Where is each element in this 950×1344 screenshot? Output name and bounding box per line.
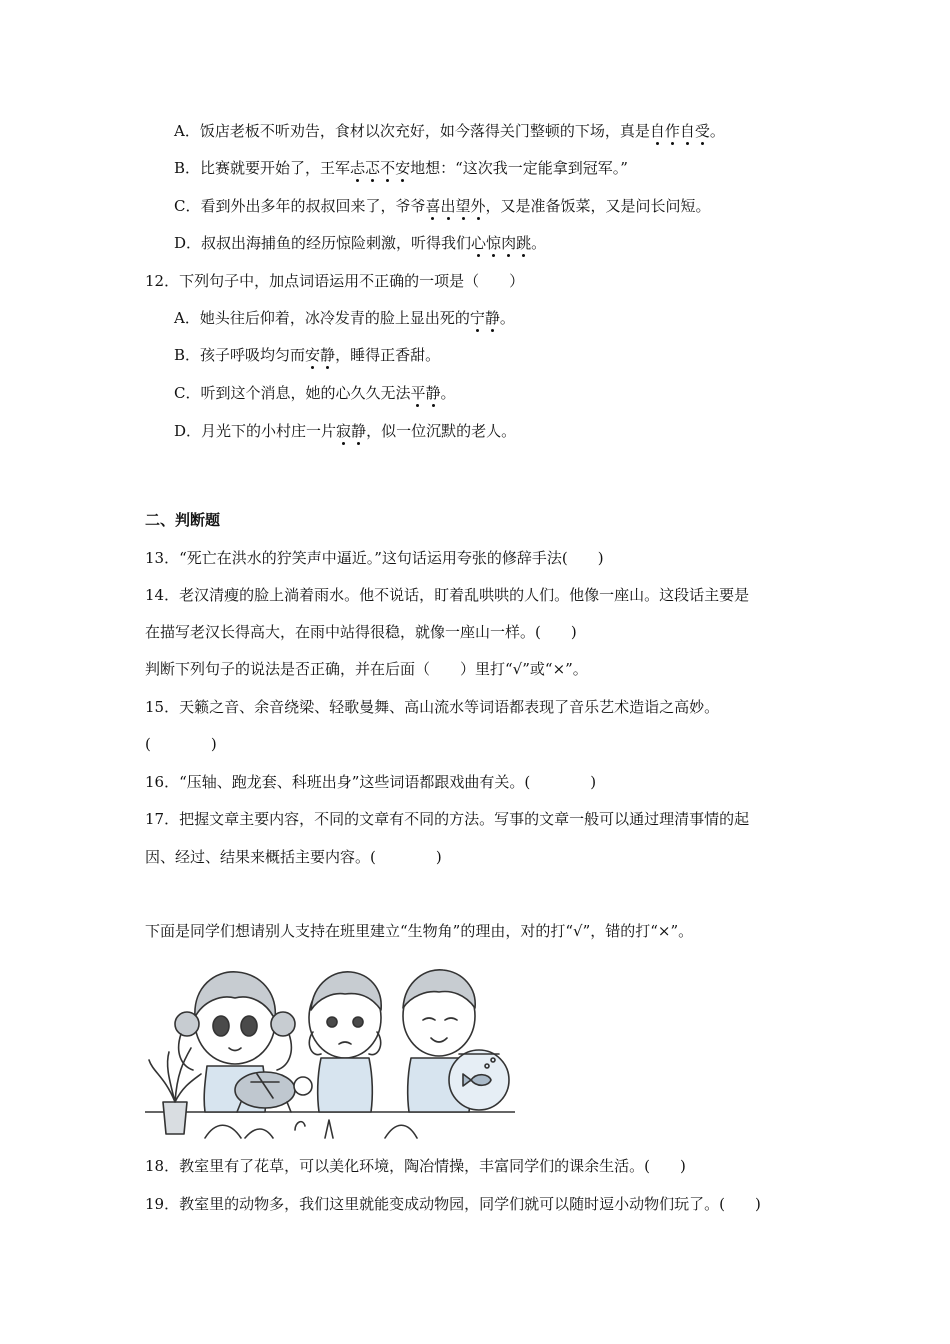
- section-title: 二、判断题: [145, 511, 221, 529]
- bio-corner-intro: 下面是同学们想请别人支持在班里建立“生物角”的理由，对的打“√”，错的打“×”。: [145, 922, 694, 940]
- option-text: B．孩子呼吸均匀而: [174, 346, 306, 364]
- dotted-phrase: [305, 346, 335, 364]
- option-text: D．月光下的小村庄一片: [174, 422, 337, 440]
- dotted-phrase: [425, 197, 485, 215]
- option-text: ，睡得正香甜。: [335, 346, 441, 364]
- q12-stem: 12．下列句子中，加点词语运用不正确的一项是（ ）: [145, 272, 525, 290]
- option-text: 。: [499, 309, 515, 327]
- question-17-line-1: 17．把握文章主要内容，不同的文章有不同的方法。写事的文章一般可以通过理清事情的起: [145, 810, 750, 828]
- dotted-character: 不: [380, 159, 396, 177]
- dotted-phrase: [336, 422, 366, 440]
- dotted-character: 静: [484, 309, 500, 327]
- dotted-character: 宁: [469, 309, 485, 327]
- question-16: 16．“压轴、跑龙套、科班出身”这些词语都跟戏曲有关。( ): [145, 773, 597, 791]
- dotted-character: 惊: [486, 234, 502, 252]
- dotted-character: 静: [320, 346, 336, 364]
- fish-bowl-icon: [449, 1050, 509, 1110]
- option-text: ，又是准备饭菜，又是问长问短。: [485, 197, 711, 215]
- dotted-character: 忑: [365, 159, 381, 177]
- option-text: 地想：“这次我一定能拿到冠军。”: [410, 159, 628, 177]
- leaves-icon: [205, 1120, 417, 1138]
- dotted-character: 安: [305, 346, 321, 364]
- dotted-character: 安: [395, 159, 411, 177]
- dotted-character: 忐: [350, 159, 366, 177]
- dotted-character: 寂: [336, 422, 352, 440]
- dotted-character: 自: [649, 122, 665, 140]
- dotted-character: 出: [440, 197, 456, 215]
- question-17-line-2: 因、经过、结果来概括主要内容。( ): [145, 848, 442, 866]
- boy-figure-icon: [309, 972, 381, 1112]
- option-text: C．看到外出多年的叔叔回来了，爷爷: [174, 197, 426, 215]
- dotted-phrase: [350, 159, 410, 177]
- judgement-instruction: 判断下列句子的说法是否正确，并在后面（ ）里打“√”或“×”。: [145, 660, 588, 678]
- option-text: 。: [440, 384, 456, 402]
- dotted-character: 望: [455, 197, 471, 215]
- q11-option-d: [174, 232, 546, 254]
- question-14-line-1: 14．老汉清瘦的脸上淌着雨水。他不说话，盯着乱哄哄的人们。他像一座山。这段话主要是: [145, 586, 750, 604]
- dotted-character: 跳: [516, 234, 532, 252]
- option-text: B．比赛就要开始了，王军: [174, 159, 351, 177]
- dotted-character: 静: [351, 422, 367, 440]
- option-text: A．她头往后仰着，冰冷发青的脸上显出死的: [174, 309, 470, 327]
- option-text: 。: [709, 122, 725, 140]
- dotted-character: 平: [410, 384, 426, 402]
- children-illustration: [145, 962, 515, 1140]
- option-text: A．饭店老板不听劝告，食材以次充好，如今落得关门整顿的下场，真是: [174, 122, 650, 140]
- question-14-line-2: 在描写老汉长得高大，在雨中站得很稳，就像一座山一样。( ): [145, 623, 577, 641]
- q12-option-d: [174, 420, 516, 442]
- question-13: 13．“死亡在洪水的狞笑声中逼近。”这句话运用夸张的修辞手法( ): [145, 549, 604, 567]
- dotted-character: 静: [425, 384, 441, 402]
- dotted-character: 喜: [425, 197, 441, 215]
- potted-plant-icon: [149, 1048, 201, 1134]
- dotted-character: 受: [694, 122, 710, 140]
- q11-option-c: [174, 195, 711, 217]
- option-text: 。: [531, 234, 547, 252]
- q12-option-a: [174, 307, 515, 329]
- dotted-character: 自: [679, 122, 695, 140]
- dotted-phrase: [471, 234, 531, 252]
- q11-option-b: [174, 157, 628, 179]
- dotted-character: 作: [664, 122, 680, 140]
- question-15-line-1: 15．天籁之音、余音绕梁、轻歌曼舞、高山流水等词语都表现了音乐艺术造诣之高妙。: [145, 698, 720, 716]
- question-18: 18．教室里有了花草，可以美化环境，陶冶情操，丰富同学们的课余生活。( ): [145, 1157, 686, 1175]
- option-text: ，似一位沉默的老人。: [366, 422, 517, 440]
- dotted-character: 心: [471, 234, 487, 252]
- dotted-phrase: [410, 384, 440, 402]
- option-text: C．听到这个消息，她的心久久无法: [174, 384, 411, 402]
- dotted-character: 外: [470, 197, 486, 215]
- option-text: D．叔叔出海捕鱼的经历惊险刺激，听得我们: [174, 234, 472, 252]
- question-19: 19．教室里的动物多，我们这里就能变成动物园，同学们就可以随时逗小动物们玩了。( ): [145, 1195, 761, 1213]
- dotted-phrase: [470, 309, 500, 327]
- q12-option-c: [174, 382, 456, 404]
- q12-option-b: [174, 344, 440, 366]
- q11-option-a: [174, 120, 725, 142]
- dotted-phrase: [650, 122, 710, 140]
- question-15-line-2: ( ): [145, 735, 217, 753]
- dotted-character: 肉: [501, 234, 517, 252]
